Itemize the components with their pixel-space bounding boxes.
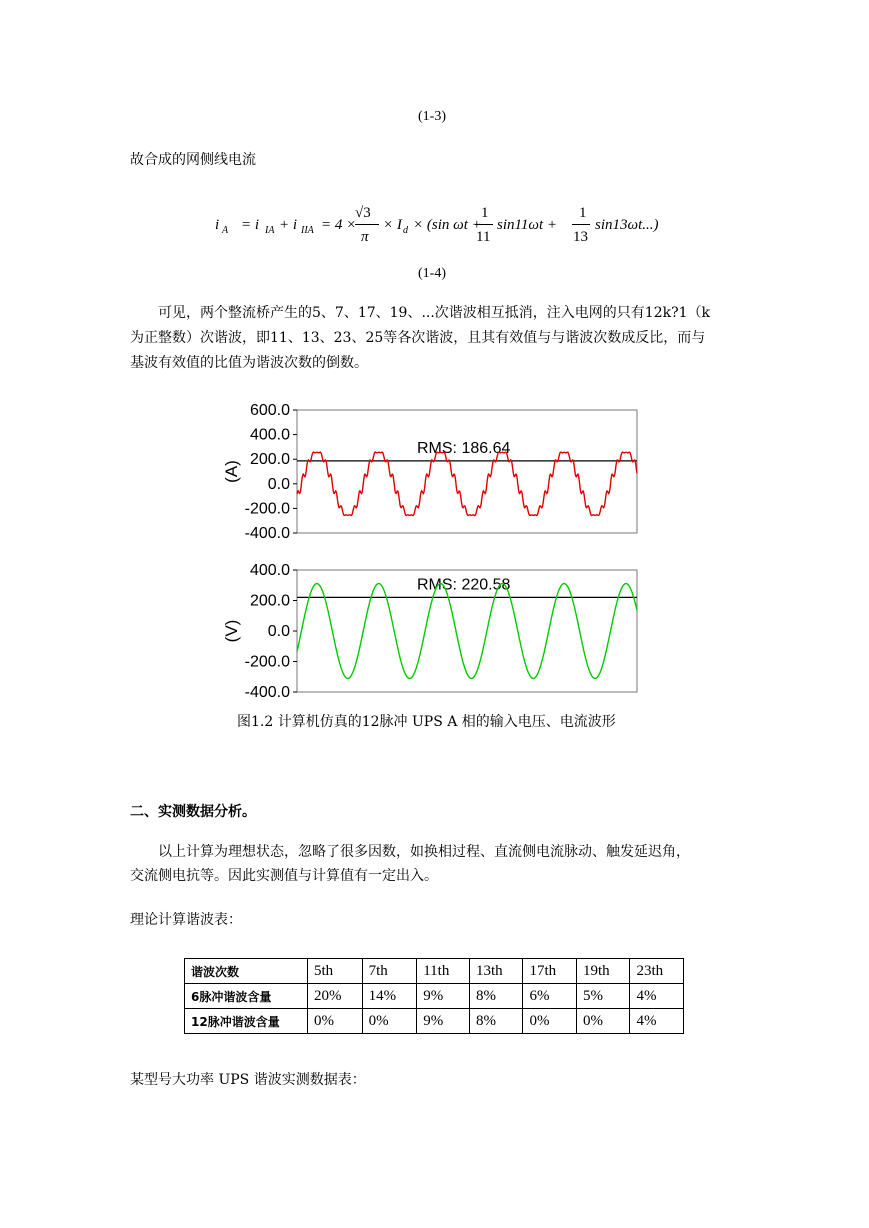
para2-line1: 以上计算为理想状态，忽略了很多因数，如换相过程、直流侧电流脉动、触发延迟角，: [158, 844, 690, 860]
table-cell: 8%: [469, 984, 523, 1009]
formula-sub2: IIA: [301, 225, 314, 236]
table-header-cell: 23th: [630, 959, 684, 984]
formula-sqrt3: √3: [355, 205, 371, 221]
y-tick-label: 0.0: [267, 623, 290, 640]
y-axis-label: (A): [222, 460, 241, 483]
fraction-bar: [355, 224, 379, 225]
formula-one-b: 1: [579, 205, 587, 221]
formula-sub1: IA: [265, 225, 275, 236]
formula-1-4: [215, 205, 659, 251]
formula-plus: + i: [279, 217, 298, 233]
y-tick-label: 0.0: [267, 475, 290, 493]
y-tick-label: 400.0: [249, 426, 290, 444]
table-header-cell: 谐波次数: [185, 959, 308, 984]
table-cell: 9%: [417, 984, 470, 1009]
table-row: [185, 984, 684, 1009]
table-cell: 0%: [523, 1009, 577, 1034]
voltage-waveform-panel: [222, 562, 637, 701]
para1-line3: 基波有效值的比值为谐波次数的倒数。: [130, 355, 368, 371]
y-tick-label: 200.0: [249, 592, 290, 610]
table-cell: 0%: [362, 1009, 417, 1034]
formula-lhs-sub: A: [222, 225, 229, 236]
y-tick-label: 200.0: [249, 451, 290, 469]
y-tick-label: -200.0: [244, 653, 290, 671]
fraction-bar: [572, 224, 590, 225]
table-cell: 12脉冲谐波含量: [185, 1009, 308, 1034]
equation-number-1-4: (1-4): [418, 266, 446, 281]
formula-times-id: × I: [383, 217, 402, 233]
waveform-figure: [222, 398, 645, 701]
table-header-cell: 7th: [362, 959, 417, 984]
equation-number-1-3: (1-3): [418, 109, 446, 124]
y-tick-label: -400.0: [244, 684, 290, 701]
table-row: [185, 1009, 684, 1034]
rms-label: RMS: 220.58: [417, 576, 511, 594]
closing-line: 某型号大功率 UPS 谐波实测数据表：: [130, 1072, 366, 1088]
y-tick-label: -400.0: [244, 525, 290, 542]
formula-sin13: sin13ωt...): [595, 217, 659, 233]
section-heading: 二、实测数据分析。: [130, 804, 256, 820]
figure-caption: 图1.2 计算机仿真的12脉冲 UPS A 相的输入电压、电流波形: [237, 714, 616, 730]
formula-one-a: 1: [481, 205, 489, 221]
table-cell: 5%: [576, 984, 630, 1009]
y-tick-label: 400.0: [249, 562, 290, 579]
table-cell: 14%: [362, 984, 417, 1009]
table-header-cell: 19th: [576, 959, 630, 984]
y-axis-label: (V): [222, 619, 241, 643]
formula-eleven: 11: [476, 229, 491, 245]
formula-pi: π: [361, 229, 369, 245]
table-cell: 6脉冲谐波含量: [185, 984, 308, 1009]
harmonic-table: [184, 958, 684, 1034]
table-cell: 20%: [308, 984, 363, 1009]
table-cell: 0%: [308, 1009, 363, 1034]
para1-line1: 可见，两个整流桥产生的5、7、17、19、...次谐波相互抵消，注入电网的只有12k?1（k: [158, 305, 710, 321]
table-header-cell: 11th: [417, 959, 470, 984]
table-header-cell: 5th: [308, 959, 363, 984]
para2-line2: 交流侧电抗等。因此实测值与计算值有一定出入。: [130, 868, 438, 884]
y-tick-label: 600.0: [249, 402, 290, 419]
formula-sin11: sin11ωt +: [497, 217, 558, 233]
table-cell: 8%: [469, 1009, 523, 1034]
formula-times-paren: × (sin ωt +: [413, 217, 482, 233]
table-row: [185, 959, 684, 984]
current-waveform-panel: [222, 402, 637, 542]
table-title: 理论计算谐波表：: [130, 912, 242, 928]
rms-label: RMS: 186.64: [417, 439, 511, 457]
table-cell: 4%: [630, 1009, 684, 1034]
combined-current-line: 故合成的网侧线电流: [130, 152, 256, 168]
table-cell: 4%: [630, 984, 684, 1009]
table-cell: 0%: [576, 1009, 630, 1034]
formula-eq: = i: [241, 217, 260, 233]
table-header-cell: 13th: [469, 959, 523, 984]
y-tick-label: -200.0: [244, 500, 290, 518]
formula-lhs: i: [215, 217, 220, 233]
fraction-bar: [475, 224, 493, 225]
para1-line2: 为正整数）次谐波，即11、13、23、25等各次谐波，且其有效值与与谐波次数成反比，而与: [130, 330, 706, 346]
table-cell: 6%: [523, 984, 577, 1009]
formula-thirteen: 13: [573, 229, 588, 245]
formula-id-sub: d: [403, 225, 408, 236]
formula-coef: = 4 ×: [321, 217, 357, 233]
table-header-cell: 17th: [523, 959, 577, 984]
table-cell: 9%: [417, 1009, 470, 1034]
